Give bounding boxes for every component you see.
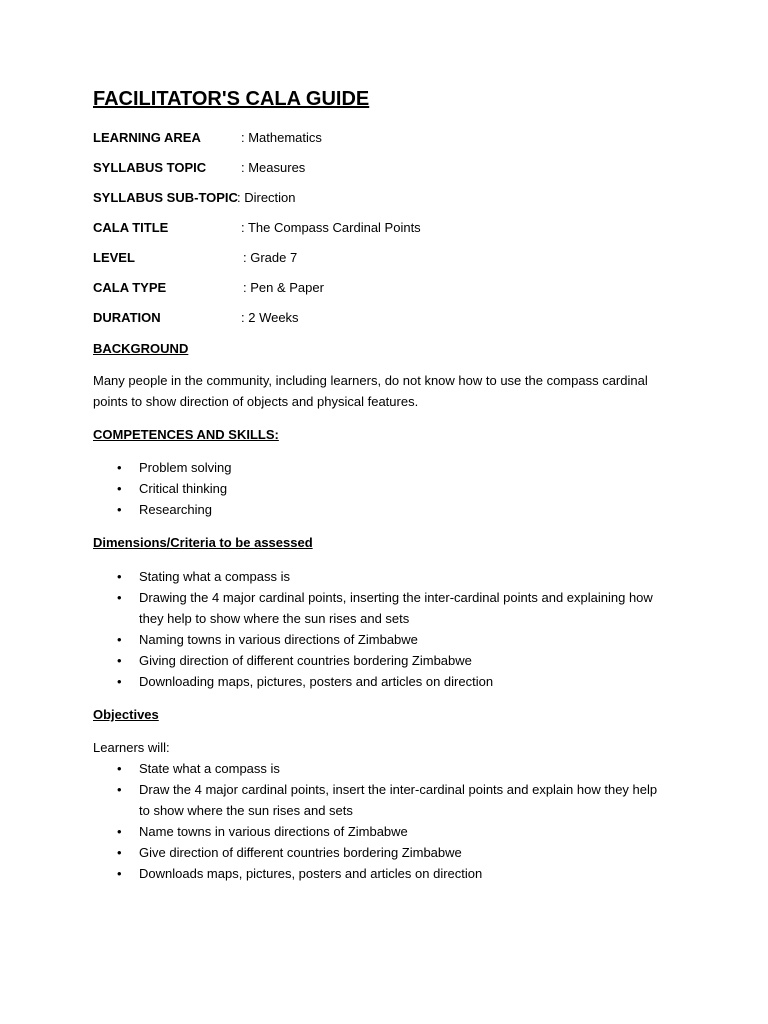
background-heading: BACKGROUND [93, 341, 189, 356]
bullet-icon: • [117, 569, 122, 584]
list-item [0, 842, 659, 863]
list-item-text: State what a compass is [139, 761, 280, 776]
list-item-text: Draw the 4 major cardinal points, insert the inter-cardinal points and explain how they help to show where the sun rises and sets [139, 782, 658, 818]
field-value-syllabus-topic: : Measures [241, 160, 306, 175]
list-item [0, 587, 659, 629]
field-label-syllabus-sub-topic: SYLLABUS SUB-TOPIC [93, 190, 238, 205]
field-value-learning-area: : Mathematics [241, 130, 322, 145]
field-value-cala-title: : The Compass Cardinal Points [241, 220, 421, 235]
bullet-icon: • [117, 481, 122, 496]
competences-list [0, 457, 768, 520]
list-item-text: Give direction of different countries bordering Zimbabwe [139, 845, 462, 860]
bullet-icon: • [117, 674, 122, 689]
list-item-text: Giving direction of different countries bordering Zimbabwe [139, 653, 472, 668]
bullet-icon: • [117, 761, 122, 776]
list-item [0, 499, 659, 520]
bullet-icon: • [117, 653, 122, 668]
field-label-duration: DURATION [93, 310, 161, 325]
bullet-icon: • [117, 824, 122, 839]
list-item [0, 671, 659, 692]
bullet-icon: • [117, 866, 122, 881]
list-item [0, 863, 659, 884]
list-item-text: Stating what a compass is [139, 569, 291, 584]
objectives-heading: Objectives [93, 707, 159, 722]
field-value-duration: : 2 Weeks [241, 310, 299, 325]
bullet-icon: • [117, 632, 122, 647]
bullet-icon: • [117, 590, 122, 605]
objectives-list [0, 758, 768, 884]
bullet-icon: • [117, 782, 122, 797]
list-item-text: Name towns in various directions of Zimbabwe [139, 824, 408, 839]
dimensions-heading: Dimensions/Criteria to be assessed [93, 535, 313, 550]
list-item-text: Downloading maps, pictures, posters and articles on direction [139, 674, 494, 689]
list-item-text: Critical thinking [139, 481, 228, 496]
list-item [0, 821, 659, 842]
list-item [0, 650, 659, 671]
list-item-text: Problem solving [139, 460, 232, 475]
list-item-text: Researching [139, 502, 212, 517]
list-item-text: Naming towns in various directions of Zimbabwe [139, 632, 418, 647]
bullet-icon: • [117, 845, 122, 860]
field-label-cala-type: CALA TYPE [93, 280, 167, 295]
field-label-level: LEVEL [93, 250, 135, 265]
field-label-learning-area: LEARNING AREA [93, 130, 201, 145]
field-label-cala-title: CALA TITLE [93, 220, 169, 235]
list-item [0, 566, 659, 587]
list-item [0, 779, 659, 821]
objectives-intro: Learners will: [93, 740, 170, 755]
bullet-icon: • [117, 502, 122, 517]
list-item-text: Downloads maps, pictures, posters and articles on direction [139, 866, 483, 881]
list-item [0, 457, 659, 478]
dimensions-list [0, 566, 768, 692]
field-value-level: : Grade 7 [243, 250, 298, 265]
list-item [0, 478, 659, 499]
list-item-text: Drawing the 4 major cardinal points, inserting the inter-cardinal points and explaining how they help to show where the sun rises and sets [139, 590, 653, 626]
list-item [0, 758, 659, 779]
field-value-syllabus-sub-topic: : Direction [237, 190, 296, 205]
document-title: FACILITATOR'S CALA GUIDE [93, 88, 370, 110]
list-item [0, 629, 659, 650]
background-text: Many people in the community, including learners, do not know how to use the compass cardinal points to show direction of objects and physical features. [93, 373, 648, 409]
field-value-cala-type: : Pen & Paper [243, 280, 324, 295]
bullet-icon: • [117, 460, 122, 475]
competences-heading: COMPETENCES AND SKILLS: [93, 427, 279, 442]
field-label-syllabus-topic: SYLLABUS TOPIC [93, 160, 207, 175]
